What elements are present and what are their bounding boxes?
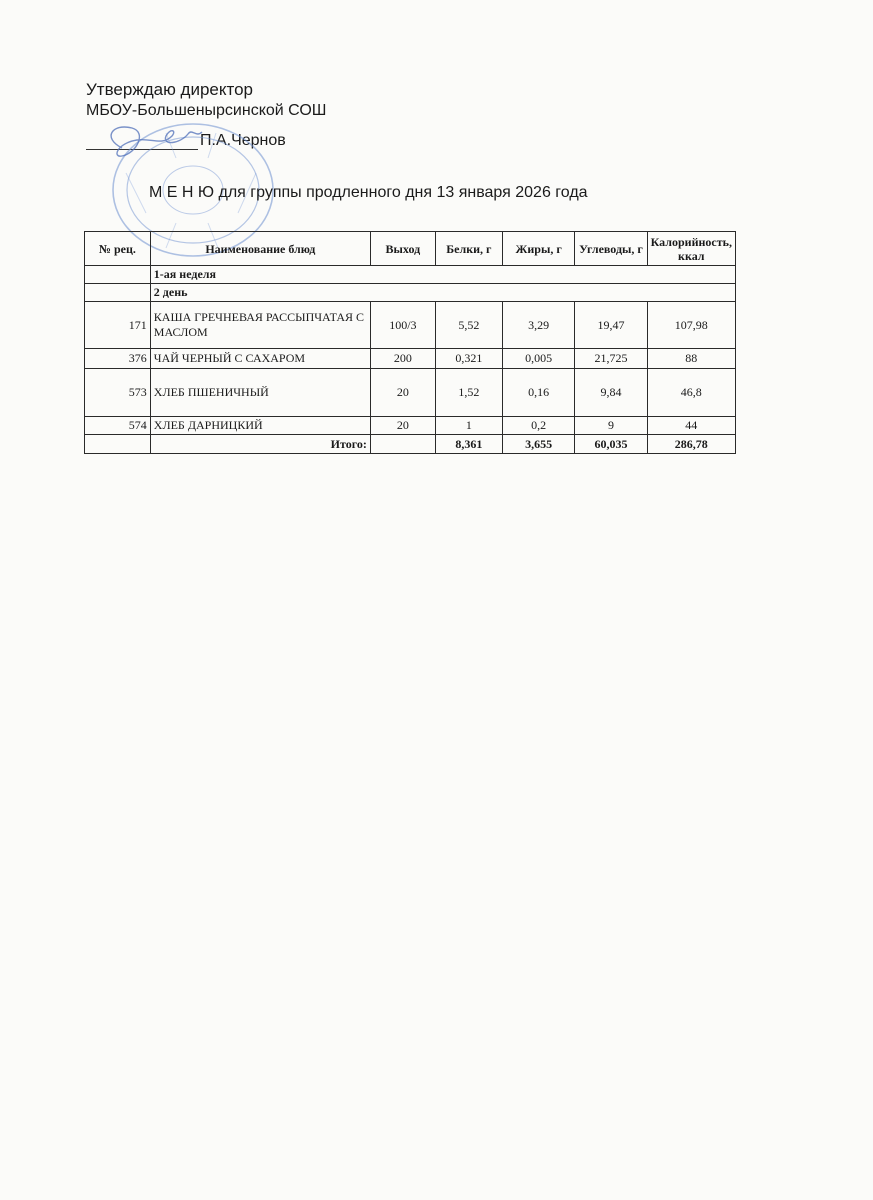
row-carbs: 19,47	[575, 302, 647, 349]
week-label: 1-ая неделя	[150, 266, 735, 284]
week-row	[85, 266, 736, 284]
row-fats: 0,16	[502, 369, 575, 417]
row-proteins: 1	[435, 417, 502, 435]
row-output: 20	[370, 369, 435, 417]
row-output: 100/3	[370, 302, 435, 349]
table-row	[85, 302, 736, 349]
signature-scribble	[92, 118, 212, 168]
row-output: 200	[370, 349, 435, 369]
row-carbs: 9,84	[575, 369, 647, 417]
day-row	[85, 284, 736, 302]
row-carbs: 21,725	[575, 349, 647, 369]
menu-title: М Е Н Ю для группы продленного дня 13 января 2026 года	[149, 184, 588, 201]
row-kcal: 46,8	[647, 369, 735, 417]
row-fats: 0,005	[502, 349, 575, 369]
row-proteins: 5,52	[435, 302, 502, 349]
total-row	[85, 435, 736, 454]
row-kcal: 44	[647, 417, 735, 435]
total-fats: 3,655	[502, 435, 575, 454]
total-proteins: 8,361	[435, 435, 502, 454]
approval-title: Утверждаю директор	[86, 80, 254, 99]
row-name: ЧАЙ ЧЕРНЫЙ С САХАРОМ	[150, 349, 370, 369]
table-header-row	[85, 232, 736, 266]
col-fats: Жиры, г	[502, 232, 575, 266]
row-carbs: 9	[575, 417, 647, 435]
total-label: Итого:	[150, 435, 370, 454]
row-kcal: 107,98	[647, 302, 735, 349]
row-proteins: 1,52	[435, 369, 502, 417]
table-row	[85, 349, 736, 369]
row-name: ХЛЕБ ДАРНИЦКИЙ	[150, 417, 370, 435]
col-proteins: Белки, г	[435, 232, 502, 266]
row-num: 574	[85, 417, 151, 435]
table-row	[85, 417, 736, 435]
row-num: 376	[85, 349, 151, 369]
row-fats: 0,2	[502, 417, 575, 435]
row-kcal: 88	[647, 349, 735, 369]
table-row	[85, 369, 736, 417]
col-carbs: Углеводы, г	[575, 232, 647, 266]
total-kcal: 286,78	[647, 435, 735, 454]
col-output: Выход	[370, 232, 435, 266]
menu-table	[84, 231, 736, 454]
row-num: 573	[85, 369, 151, 417]
total-carbs: 60,035	[575, 435, 647, 454]
row-name: КАША ГРЕЧНЕВАЯ РАССЫПЧАТАЯ С МАСЛОМ	[150, 302, 370, 349]
signer-name: П.А.Чернов	[200, 132, 286, 149]
row-fats: 3,29	[502, 302, 575, 349]
school-name: МБОУ-Большенырсинской СОШ	[86, 102, 327, 119]
row-output: 20	[370, 417, 435, 435]
row-name: ХЛЕБ ПШЕНИЧНЫЙ	[150, 369, 370, 417]
col-kcal: Калорийность, ккал	[647, 232, 735, 266]
col-name: Наименование блюд	[150, 232, 370, 266]
row-num: 171	[85, 302, 151, 349]
col-num: № рец.	[85, 232, 151, 266]
row-proteins: 0,321	[435, 349, 502, 369]
day-label: 2 день	[150, 284, 735, 302]
